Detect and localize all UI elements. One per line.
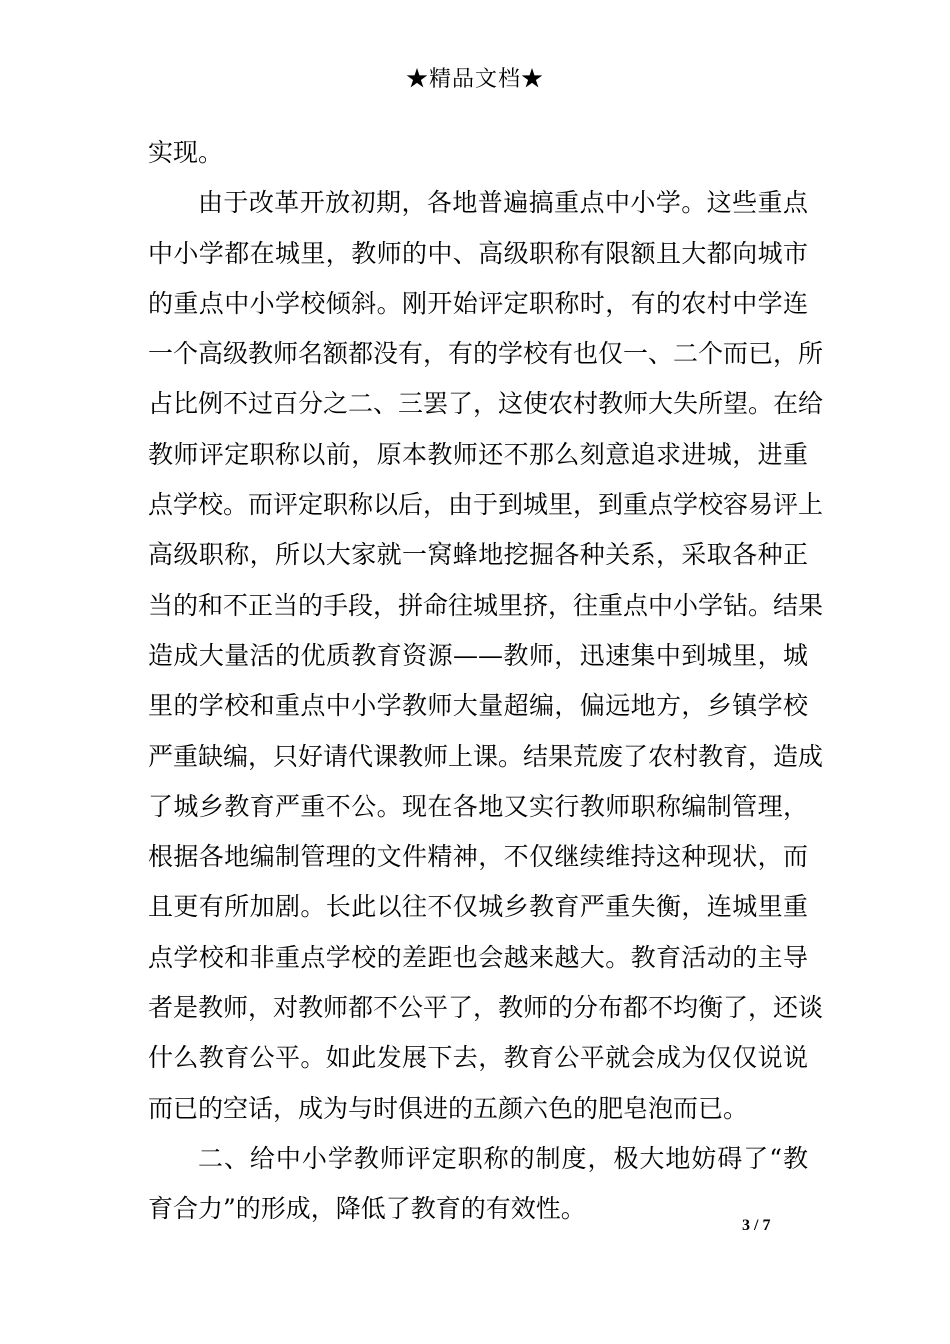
- text-line: 二、给中小学教师评定职称的制度，极大地妨碍了“教: [198, 1143, 808, 1173]
- text-line: 的重点中小学校倾斜。刚开始评定职称时，有的农村中学连: [148, 288, 808, 318]
- text-line: 中小学都在城里，教师的中、高级职称有限额且大都向城市: [148, 238, 808, 268]
- text-line: 实现。: [148, 138, 224, 167]
- text-line: 且更有所加剧。长此以往不仅城乡教育严重失衡，连城里重: [148, 892, 808, 922]
- text-line: 造成大量活的优质教育资源——教师，迅速集中到城里，城: [148, 640, 808, 670]
- text-line: 由于改革开放初期，各地普遍搞重点中小学。这些重点: [198, 188, 808, 218]
- text-line: 育合力”的形成，降低了教育的有效性。: [148, 1194, 586, 1224]
- text-line: 而已的空话，成为与时俱进的五颜六色的肥皂泡而已。: [148, 1093, 749, 1123]
- text-line: 严重缺编，只好请代课教师上课。结果荒废了农村教育，造成: [148, 741, 824, 771]
- text-line: 点学校。而评定职称以后，由于到城里，到重点学校容易评上: [148, 490, 824, 520]
- text-line: 里的学校和重点中小学教师大量超编，偏远地方，乡镇学校: [148, 691, 808, 721]
- text-line: 点学校和非重点学校的差距也会越来越大。教育活动的主导: [148, 942, 808, 972]
- page-number: 3 / 7: [742, 1217, 771, 1234]
- text-line: 教师评定职称以前，原本教师还不那么刻意追求进城，进重: [148, 439, 808, 469]
- document-header: ★精品文档★: [405, 67, 544, 92]
- document-body: [148, 128, 824, 1235]
- text-line: 当的和不正当的手段，拼命往城里挤，往重点中小学钻。结果: [148, 590, 824, 620]
- text-line: 了城乡教育严重不公。现在各地又实行教师职称编制管理，: [148, 791, 808, 821]
- text-line: 什么教育公平。如此发展下去，教育公平就会成为仅仅说说: [148, 1043, 808, 1073]
- text-line: 占比例不过百分之二、三罢了，这使农村教师大失所望。在给: [148, 389, 824, 419]
- text-line: 者是教师，对教师都不公平了，教师的分布都不均衡了，还谈: [148, 993, 824, 1023]
- text-line: 一个高级教师名额都没有，有的学校有也仅一、二个而已，所: [148, 339, 824, 369]
- text-line: 根据各地编制管理的文件精神，不仅继续维持这种现状，而: [148, 842, 808, 872]
- text-line: 高级职称，所以大家就一窝蜂地挖掘各种关系，采取各种正: [148, 540, 808, 570]
